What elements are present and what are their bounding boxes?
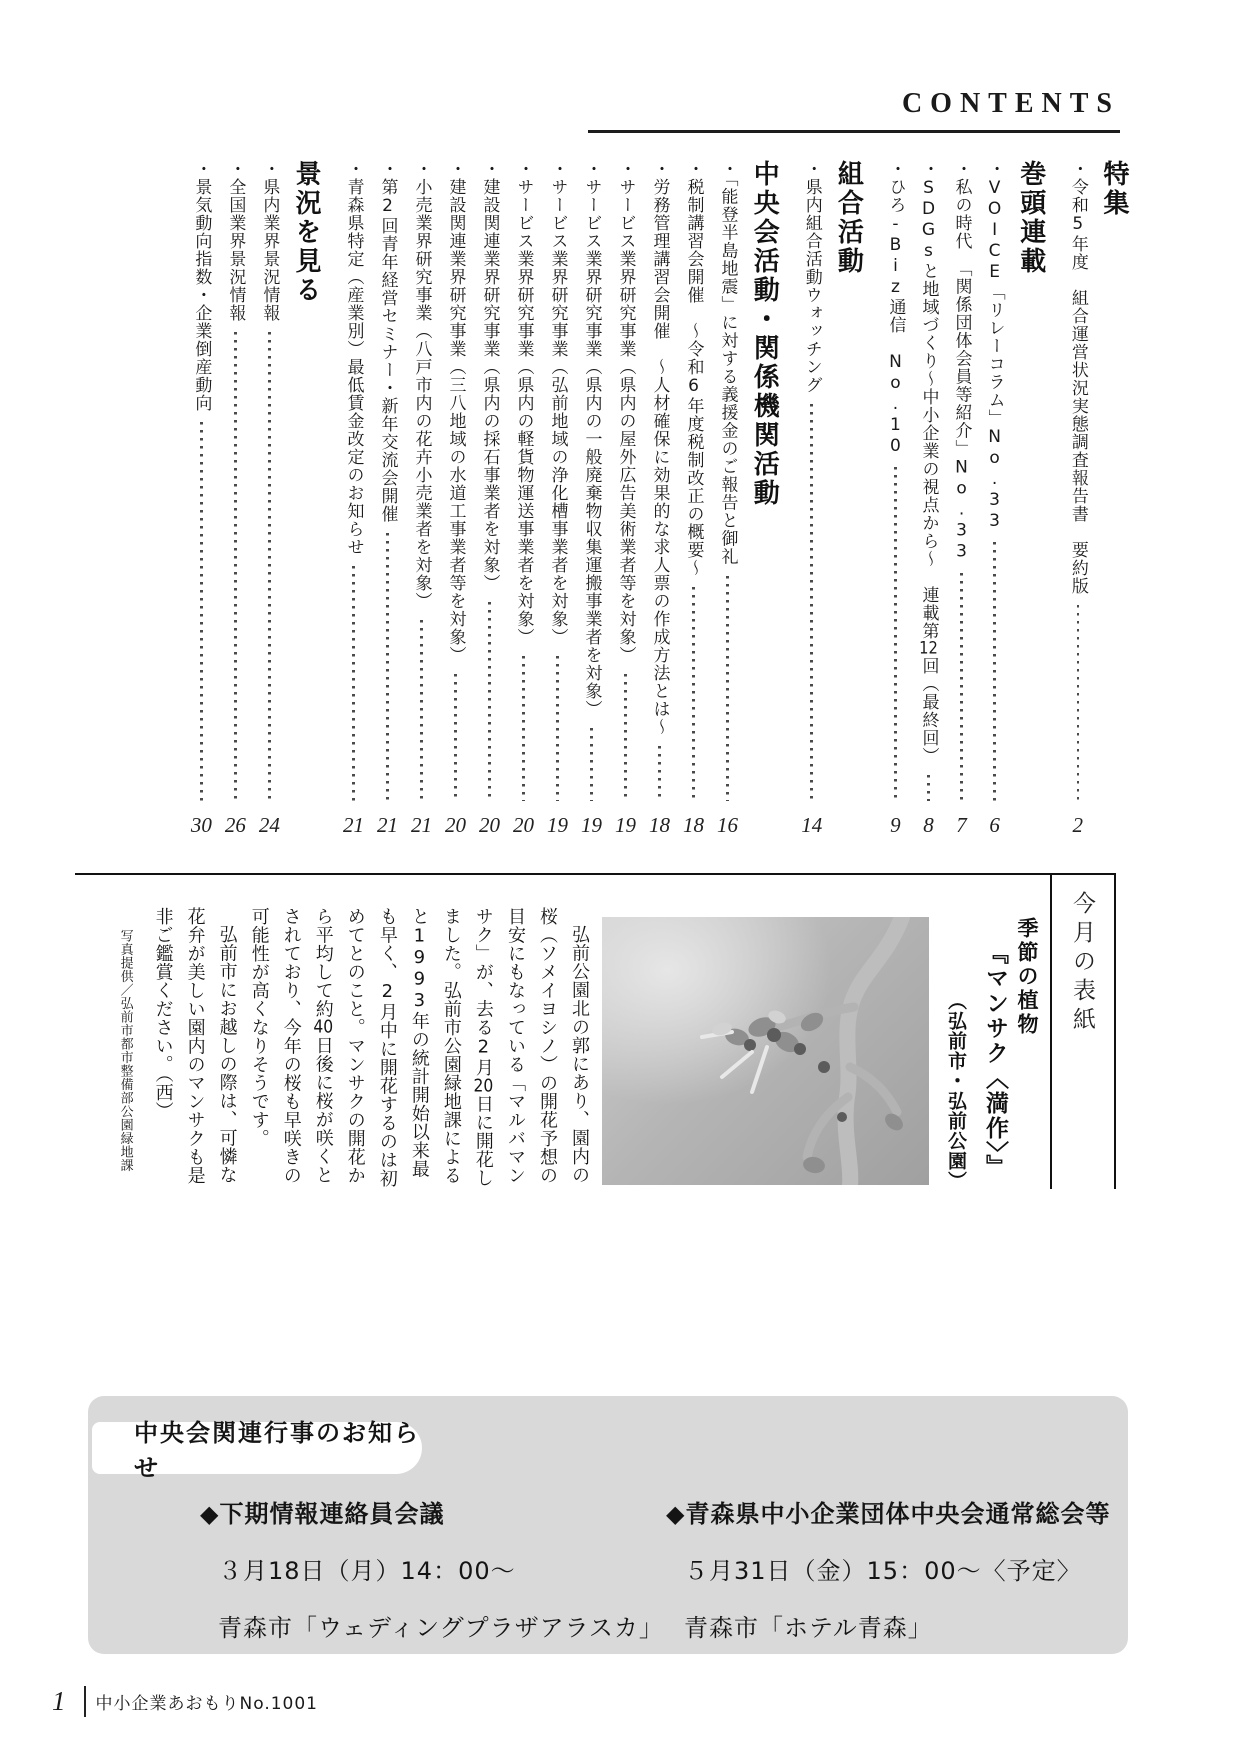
toc-item (225, 160, 246, 838)
toc-item (513, 160, 534, 838)
toc-item (683, 160, 704, 838)
toc-item-title: ・県内業界景況情報 (259, 160, 280, 322)
table-of-contents (78, 160, 1129, 838)
notice-title: 中央会関連行事のお知らせ (92, 1422, 422, 1474)
cover-heading-season: 季節の植物 (1015, 917, 1039, 1037)
toc-item-title: ・VOICE「リレーコラム」No.33 (984, 160, 1005, 532)
event-name: ◆青森県中小企業団体中央会通常総会等 (666, 1500, 1111, 1528)
toc-section-keikyo: 景況を見る (291, 160, 322, 305)
toc-item (377, 160, 398, 838)
toc-item-title: ・労務管理講習会開催 ～人材確保に効果的な求人票の作成方法とは～ (649, 160, 670, 736)
footer-page-number: 1 (52, 1686, 66, 1716)
toc-item (259, 160, 280, 838)
dotted-leader (810, 404, 813, 801)
toc-item-title: ・サービス業界研究事業（県内の屋外広告美術業者等を対象） (615, 160, 636, 664)
cover-heading-place: （弘前市・弘前公園） (945, 991, 967, 1191)
page-footer (52, 1686, 318, 1717)
toc-item-title: ・青森県特定（産業別）最低賃金改定のお知らせ (343, 160, 364, 556)
toc-item-title: ・SDGsと地域づくり～中小企業の視点から～ 連載第12回（最終回） (918, 160, 939, 765)
page-number: 6 (989, 813, 1000, 837)
cover-heading-plant: 『マンサク〈満作〉』 (982, 941, 1008, 1180)
event-datetime: ３月18日（月）14：00～ (218, 1557, 516, 1585)
event-lower-term-meeting (200, 1494, 664, 1643)
cover-divider-rule (1050, 875, 1052, 1189)
toc-item-title: ・令和5年度 組合運営状況実態調査報告書 要約版 (1067, 160, 1088, 595)
toc-item (1068, 160, 1088, 838)
dotted-leader (386, 533, 389, 801)
page-number: 19 (547, 813, 569, 837)
page-number: 7 (956, 813, 967, 837)
page-number: 20 (513, 813, 535, 837)
contents-title: CONTENTS (588, 88, 1120, 133)
toc-item (885, 160, 905, 838)
dotted-leader (960, 573, 963, 802)
page-number: 30 (190, 813, 212, 837)
event-name: ◆下期情報連絡員会議 (200, 1500, 445, 1528)
toc-item-title: ・建設関連業界研究事業（三八地域の水道工事業者等を対象） (445, 160, 466, 664)
photo-credit: 写真提供／弘前市都市整備部公園緑地課 (117, 929, 133, 1172)
footer-magazine-title: 中小企業あおもりNo.1001 (84, 1686, 319, 1717)
toc-item (411, 160, 432, 838)
page-number: 8 (923, 813, 934, 837)
dotted-leader (993, 542, 996, 801)
toc-item-title: ・サービス業界研究事業（県内の一般廃棄物収集運搬事業者を対象） (581, 160, 602, 718)
toc-item-title: ・第2回青年経営セミナー・新年交流会開催 (377, 160, 398, 523)
dotted-leader (590, 728, 593, 801)
cover-body-text (83, 907, 595, 1191)
dotted-leader (692, 587, 695, 801)
cover-section (75, 873, 1116, 1191)
toc-item (343, 160, 364, 838)
dotted-leader (1077, 605, 1080, 801)
dotted-leader (420, 620, 423, 801)
dotted-leader (488, 602, 491, 801)
cover-photo (602, 917, 929, 1185)
toc-item-title: ・景気動向指数・企業倒産動向 (191, 160, 212, 412)
page-number: 18 (649, 813, 671, 837)
cover-label: 今月の表紙 (1069, 891, 1095, 1036)
dotted-leader (556, 656, 559, 801)
page-number: 21 (377, 813, 399, 837)
page-number: 16 (717, 813, 739, 837)
page-number: 19 (581, 813, 603, 837)
dotted-leader (894, 467, 897, 801)
toc-item (547, 160, 568, 838)
dotted-leader (927, 775, 930, 801)
toc-item-title: ・サービス業界研究事業（弘前地域の浄化槽事業者を対象） (547, 160, 568, 646)
dotted-leader (624, 674, 627, 801)
page-number: 14 (801, 813, 823, 837)
page-number: 20 (479, 813, 501, 837)
toc-item (445, 160, 466, 838)
dotted-leader (726, 576, 729, 802)
dotted-leader (234, 332, 237, 801)
toc-item-title: ・税制講習会開催 ～令和6年度税制改正の概要～ (683, 160, 704, 577)
toc-item-title: ・ひろ-Biz通信 No.10 (885, 160, 906, 457)
page-number: 9 (890, 813, 901, 837)
page-number: 21 (411, 813, 433, 837)
cover-paragraph-1: 弘前公園北の郭にあり、園内の桜（ソメイヨシノ）の開花予想の目安にもなっている「マルバマンサク」が、去る2月20日に開花しました。弘前市公園緑地課によると1993年の統計開始以来最も早く、2月中に開花するのは初めてとのこと。マンサクの開花から平均して約40日後に桜が咲くとされており、今年の桜も早咲きの可能性が高くなりそうです。 (248, 907, 590, 1188)
event-datetime: ５月31日（金）15：00～〈予定〉 (684, 1557, 1082, 1585)
toc-item (918, 160, 938, 838)
toc-item-title: ・小売業界研究事業（八戸市内の花卉小売業者を対象） (411, 160, 432, 610)
mansaku-branch-photo (602, 917, 929, 1185)
toc-item (615, 160, 636, 838)
toc-item (717, 160, 738, 838)
event-general-assembly (666, 1494, 1110, 1643)
page-number: 24 (258, 813, 280, 837)
toc-item (649, 160, 670, 838)
page-number: 21 (343, 813, 365, 837)
toc-item (801, 160, 822, 838)
toc-item-title: ・私の時代 「関係団体会員等紹介」No.33 (951, 160, 972, 563)
toc-section-chuokai: 中央会活動・関係機関活動 (749, 160, 780, 508)
toc-item-title: ・建設関連業界研究事業（県内の採石事業者を対象） (479, 160, 500, 592)
dotted-leader (200, 422, 203, 801)
toc-section-tokushu: 特集 (1099, 160, 1129, 218)
toc-item-title: ・サービス業界研究事業（県内の軽貨物運送事業者を対象） (513, 160, 534, 646)
toc-item (581, 160, 602, 838)
events-notice-box (88, 1396, 1128, 1654)
page-number: 19 (615, 813, 637, 837)
toc-item (191, 160, 212, 838)
dotted-leader (454, 674, 457, 801)
toc-item-title: ・県内組合活動ウォッチング (801, 160, 822, 394)
dotted-leader (658, 746, 661, 801)
dotted-leader (268, 332, 271, 801)
page-number: 26 (224, 813, 246, 837)
dotted-leader (352, 566, 355, 801)
cover-right-rule (1114, 875, 1116, 1189)
toc-item (951, 160, 971, 838)
toc-item (985, 160, 1005, 838)
event-venue: 青森市「ウェディングプラザアラスカ」 (218, 1614, 664, 1642)
toc-item (479, 160, 500, 838)
page-number: 2 (1072, 813, 1084, 837)
toc-section-kumiai: 組合活動 (833, 160, 864, 276)
dotted-leader (522, 656, 525, 801)
cover-paragraph-2: 弘前市にお越しの際は、可憐な花弁が美しい園内のマンサクも是非ご鑑賞ください。（西） (152, 907, 238, 1185)
event-venue: 青森市「ホテル青森」 (684, 1614, 933, 1642)
toc-item-title: ・「能登半島地震」に対する義援金のご報告と御礼 (717, 160, 738, 566)
toc-item-title: ・全国業界景況情報 (225, 160, 246, 322)
page-number: 18 (683, 813, 705, 837)
page-number: 20 (445, 813, 467, 837)
toc-section-kanto-rensai: 巻頭連載 (1015, 160, 1046, 276)
